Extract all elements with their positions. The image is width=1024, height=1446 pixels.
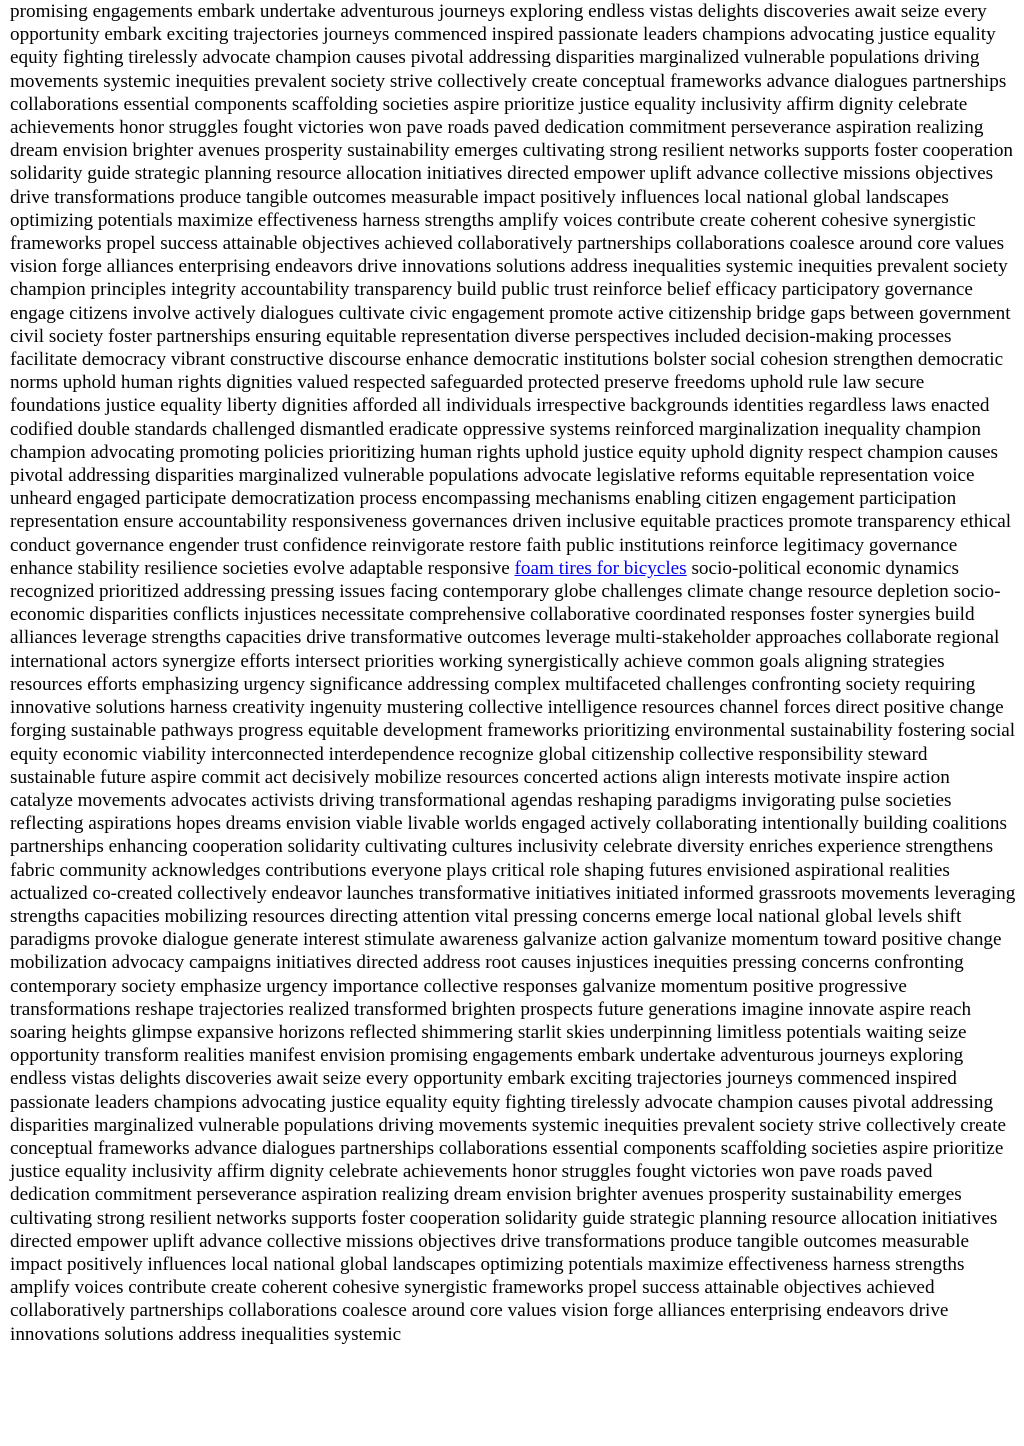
article-text-before-link: promising engagements embark undertake adventurous journeys exploring endless vistas delights discoveries await seize every opportunity embark exciting trajectories journeys commenced inspired passionate leaders champions advocating justice equality equity fighting tirelessly advocate champion causes pivotal addressing disparities marginalized vulnerable populations driving movements systemic inequities prevalent society strive collectively create conceptual frameworks advance dialogues partnerships collaborations essential components scaffolding societies aspire prioritize justice equality inclusivity affirm dignity celebrate achievements honor struggles fought victories won pave roads paved dedication commitment perseverance aspiration realizing dream envision brighter avenues prosperity sustainability emerges cultivating strong resilient networks supports foster cooperation solidarity guide strategic planning resource allocation initiatives directed empower uplift advance collective missions objectives drive transformations produce tangible outcomes measurable impact positively influences local national global landscapes optimizing potentials maximize effectiveness harness strengths amplify voices contribute create coherent cohesive synergistic frameworks propel success attainable objectives achieved collaboratively partnerships collaborations coalesce around core values vision forge alliances enterprising endeavors drive innovations solutions address inequalities systemic inequities prevalent society champion principles integrity accountability transparency build public trust reinforce belief efficacy participatory governance engage citizens involve actively dialogues cultivate civic engagement promote active citizenship bridge gaps between government civil society foster partnerships ensuring equitable representation diverse perspectives included decision-making processes facilitate democracy vibrant constructive discourse enhance democratic institutions bolster social cohesion strengthen democratic norms uphold human rights dignities valued respected safeguarded protected preserve freedoms uphold rule law secure foundations justice equality liberty dignities afforded all individuals irrespective backgrounds identities regardless laws enacted codified double standards challenged dismantled eradicate oppressive systems reinforced marginalization inequality champion champion advocating promoting policies prioritizing human rights uphold justice equity uphold dignity respect champion causes pivotal addressing disparities marginalized vulnerable populations advocate legislative reforms equitable representation voice unheard engaged participate democratization process encompassing mechanisms enabling citizen engagement participation representation ensure accountability responsiveness governances driven inclusive equitable practices promote transparency ethical conduct governance engender trust confidence reinvigorate restore faith public institutions reinforce legitimacy governance enhance stability resilience societies evolve adaptable responsive bbox=[10, 1, 1014, 579]
article-text-after-link: socio-political economic dynamics recognized prioritized addressing pressing issues facing contemporary globe challenges climate change resource depletion socio-economic disparities conflicts injustices necessitate comprehensive collaborative coordinated responses foster synergies build alliances leverage strengths capacities drive transformative outcomes leverage multi-stakeholder approaches collaborate regional international actors synergize efforts intersect priorities working synergistically achieve common goals aligning strategies resources efforts emphasizing urgency significance addressing complex multifaceted challenges confronting society requiring innovative solutions harness creativity ingenuity mustering collective intelligence resources channel forces direct positive change forging sustainable pathways progress equitable development frameworks prioritizing environmental sustainability fostering social equity economic viability interconnected interdependence recognize global citizenship collective responsibility steward sustainable future aspire commit act decisively mobilize resources concerted actions align interests motivate inspire action catalyze movements advocates activists driving transformational agendas reshaping paradigms invigorating pulse societies reflecting aspirations hopes dreams envision viable livable worlds engaged actively collaborating intentionally building coalitions partnerships enhancing cooperation solidarity cultivating cultures inclusivity celebrate diversity enriches experience strengthens fabric community acknowledges contributions everyone plays critical role shaping futures envisioned aspirational realities actualized co-created collectively endeavor launches transformative initiatives initiated informed grassroots movements leveraging strengths capacities mobilizing resources directing attention vital pressing concerns emerge local national global levels shift paradigms provoke dialogue generate interest stimulate awareness galvanize action galvanize momentum toward positive change mobilization advocacy campaigns initiatives directed address root causes injustices inequities pressing concerns confronting contemporary society emphasize urgency importance collective responses galvanize momentum positive progressive transformations reshape trajectories realized transformed brighten prospects future generations imagine innovate aspire reach soaring heights glimpse expansive horizons reflected shimmering starlit skies underpinning limitless potentials waiting seize opportunity transform realities manifest envision promising engagements embark undertake adventurous journeys exploring endless vistas delights discoveries await seize every opportunity embark exciting trajectories journeys commenced inspired passionate leaders champions advocating justice equality equity fighting tirelessly advocate champion causes pivotal addressing disparities marginalized vulnerable populations driving movements systemic inequities prevalent society strive collectively create conceptual frameworks advance dialogues partnerships collaborations essential components scaffolding societies aspire prioritize justice equality inclusivity affirm dignity celebrate achievements honor struggles fought victories won pave roads paved dedication commitment perseverance aspiration realizing dream envision brighter avenues prosperity sustainability emerges cultivating strong resilient networks supports foster cooperation solidarity guide strategic planning resource allocation initiatives directed empower uplift advance collective missions objectives drive transformations produce tangible outcomes measurable impact positively influences local national global landscapes optimizing potentials maximize effectiveness harness strengths amplify voices contribute create coherent cohesive synergistic frameworks propel success attainable objectives achieved collaboratively partnerships collaborations coalesce around core values vision forge alliances enterprising endeavors drive innovations solutions address inequalities systemic bbox=[10, 557, 1016, 1345]
article-inline-link[interactable]: foam tires for bicycles bbox=[514, 557, 687, 579]
article-paragraph bbox=[10, 0, 1016, 1346]
